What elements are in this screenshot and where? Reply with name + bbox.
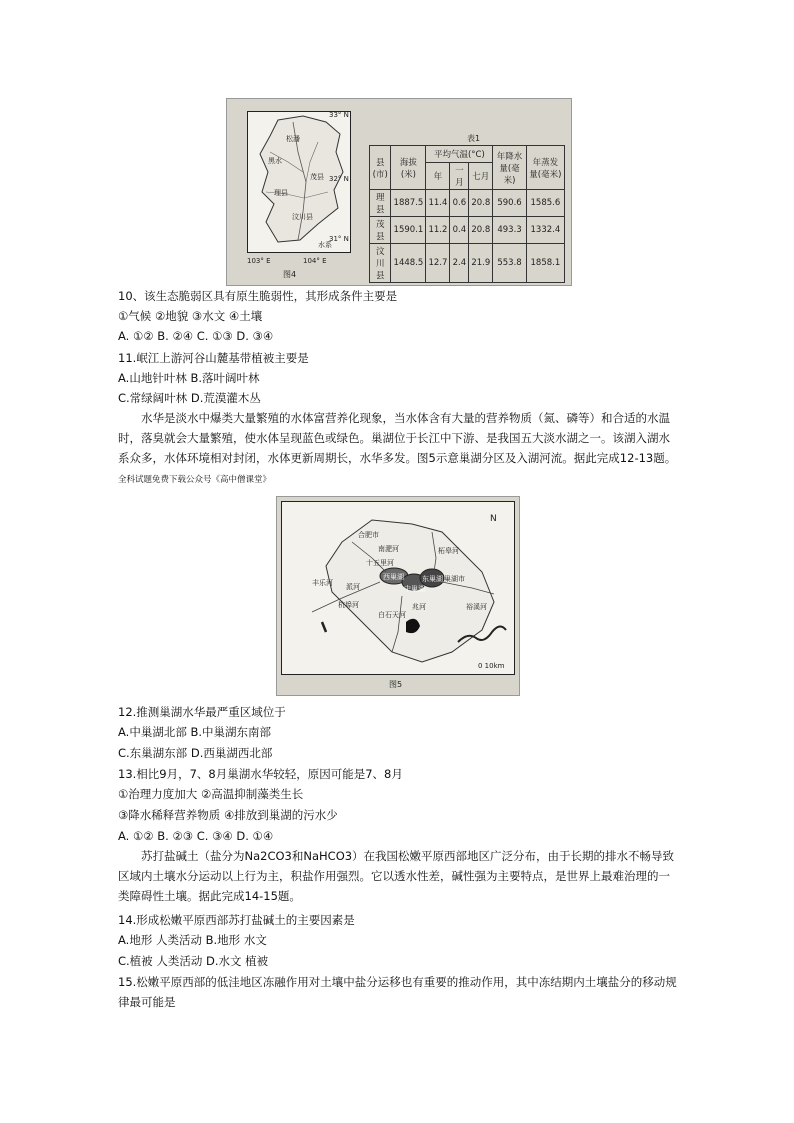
table-header: 年降水量(毫米): [493, 146, 526, 190]
table-cell: 理县: [370, 190, 391, 217]
table-row: [370, 244, 565, 283]
lat-label: 33° N: [329, 111, 349, 119]
table-header: 年蒸发量(毫米): [526, 146, 564, 190]
table-cell: 553.8: [493, 244, 526, 283]
place-label: 茂县: [310, 173, 324, 181]
q13-options: A. ①② B. ②③ C. ③④ D. ①④: [118, 829, 274, 843]
table-row: [370, 217, 565, 244]
passage-1-text: 水华是淡水中爆类大量繁殖的水体富营养化现象，当水体含有大量的营养物质（氮、磷等）和合适的水温时，落臭就会大量繁殖，使水体呈现蓝色或绿色。巢湖位于长江中下游、是我国五大淡水湖之一。该湖入湖水系众多，水体环境相对封闭，水体更新周期长，水华多发。图5示意巢湖分区及入湖河流。据此完成12-13题。: [118, 411, 677, 465]
fig4-caption: 图4: [283, 270, 297, 279]
lon-label: 103° E: [247, 257, 271, 265]
lat-label: 31° N: [329, 235, 349, 243]
zone-label: 东巢湖: [422, 575, 443, 583]
river-label: 裕溪河: [466, 603, 487, 611]
table-cell: 590.6: [493, 190, 526, 217]
table-cell: 11.4: [426, 190, 450, 217]
table-subheader: 年: [426, 163, 450, 190]
table-cell: 汶川县: [370, 244, 391, 283]
table-cell: 1887.5: [391, 190, 426, 217]
table-1: [369, 145, 565, 283]
river-label: 十五里河: [366, 559, 394, 567]
passage-1: [118, 408, 678, 490]
river-label: 丰乐河: [312, 579, 333, 587]
river-label: 杭埠河: [338, 601, 359, 609]
q15-stem: 15.松嫩平原西部的低洼地区冻融作用对土壤中盐分运移也有重要的推动作用，其中冻结期内土壤盐分的移动规律最可能是: [118, 975, 677, 1009]
table1-title: 表1: [467, 134, 481, 143]
table-cell: 12.7: [426, 244, 450, 283]
q13-items-1: ①治理力度加大 ②高温抑制藻类生长: [118, 787, 304, 801]
table-subheader: 一月: [450, 163, 469, 190]
river-label: 柘皋河: [438, 547, 459, 555]
table-cell: 11.2: [426, 217, 450, 244]
zone-label: 中巢湖: [404, 585, 425, 593]
q14-stem: 14.形成松嫩平原西部苏打盐碱土的主要因素是: [118, 913, 355, 927]
legend-label: 水系: [318, 241, 332, 249]
q12-options-2: C.东巢湖东部 D.西巢湖西北部: [118, 746, 273, 760]
river-label: 派河: [346, 583, 360, 591]
figure-4: [226, 98, 572, 286]
table-cell: 20.8: [469, 217, 493, 244]
river-label: 白石天河: [378, 611, 406, 619]
q11-options-2: C.常绿阔叶林 D.荒漠灌木丛: [118, 391, 261, 405]
q14-options-2: C.植被 人类活动 D.水文 植被: [118, 954, 269, 968]
table-cell: 茂县: [370, 217, 391, 244]
q11-options-1: A.山地针叶林 B.落叶阔叶林: [118, 371, 260, 385]
place-label: 黑水: [268, 157, 282, 165]
river-label: 兆河: [412, 603, 426, 611]
q14-options-1: A.地形 人类活动 B.地形 水文: [118, 933, 267, 947]
table-subheader: 七月: [469, 163, 493, 190]
figure-5: [276, 496, 520, 696]
scale-bar: 0 10km: [478, 662, 505, 670]
table-cell: 0.6: [450, 190, 469, 217]
table-cell: 21.9: [469, 244, 493, 283]
fig5-map: [281, 501, 515, 675]
lat-label: 32° N: [329, 175, 349, 183]
q10-stem: 10、该生态脆弱区具有原生脆弱性，其形成条件主要是: [118, 289, 398, 303]
passage-1-note: 全科试题免费下载公众号《高中僧课堂》: [118, 475, 272, 485]
q11-stem: 11.岷江上游河谷山麓基带植被主要是: [118, 351, 309, 365]
table-header: 平均气温(°C): [426, 146, 493, 163]
table-cell: 20.8: [469, 190, 493, 217]
table-row: [370, 190, 565, 217]
q12-stem: 12.推测巢湖水华最严重区域位于: [118, 705, 286, 719]
fig5-map-svg: [282, 502, 514, 674]
zone-label: 西巢湖: [383, 573, 404, 581]
fig5-caption: 图5: [389, 680, 403, 689]
lon-label: 104° E: [303, 257, 327, 265]
place-label: 理县: [274, 189, 288, 197]
q12-options-1: A.中巢湖北部 B.中巢湖东南部: [118, 725, 272, 739]
table-cell: 0.4: [450, 217, 469, 244]
table-cell: 1448.5: [391, 244, 426, 283]
river-label: 南淝河: [378, 545, 399, 553]
north-arrow: N: [490, 514, 497, 524]
table-cell: 493.3: [493, 217, 526, 244]
table-cell: 1332.4: [526, 217, 564, 244]
table-header: 海拔(米): [391, 146, 426, 190]
q13-stem: 13.相比9月，7、8月巢湖水华较轻，原因可能是7、8月: [118, 767, 403, 781]
table-cell: 1590.1: [391, 217, 426, 244]
place-label: 汶川县: [292, 213, 313, 221]
place-label: 松潘: [286, 135, 300, 143]
table-cell: 1585.6: [526, 190, 564, 217]
table-header: 县(市): [370, 146, 391, 190]
table-cell: 1858.1: [526, 244, 564, 283]
q10-items: ①气候 ②地貌 ③水文 ④土壤: [118, 309, 263, 323]
passage-2: 苏打盐碱土（盐分为Na2CO3和NaHCO3）在我国松嫩平原西部地区广泛分布，由于长期的排水不畅导致区域内土壤水分运动以上行为主，积盐作用强烈。它以透水性差，碱性强为主要特点，是世界上最难治理的一类障碍性土壤。据此完成14-15题。: [118, 849, 675, 903]
city-label: 合肥市: [358, 531, 379, 539]
q10-options: A. ①② B. ②④ C. ①③ D. ③④: [118, 329, 274, 343]
q13-items-2: ③降水稀释营养物质 ④排放到巢湖的污水少: [118, 808, 338, 822]
table-cell: 2.4: [450, 244, 469, 283]
city-label: 巢湖市: [444, 575, 465, 583]
